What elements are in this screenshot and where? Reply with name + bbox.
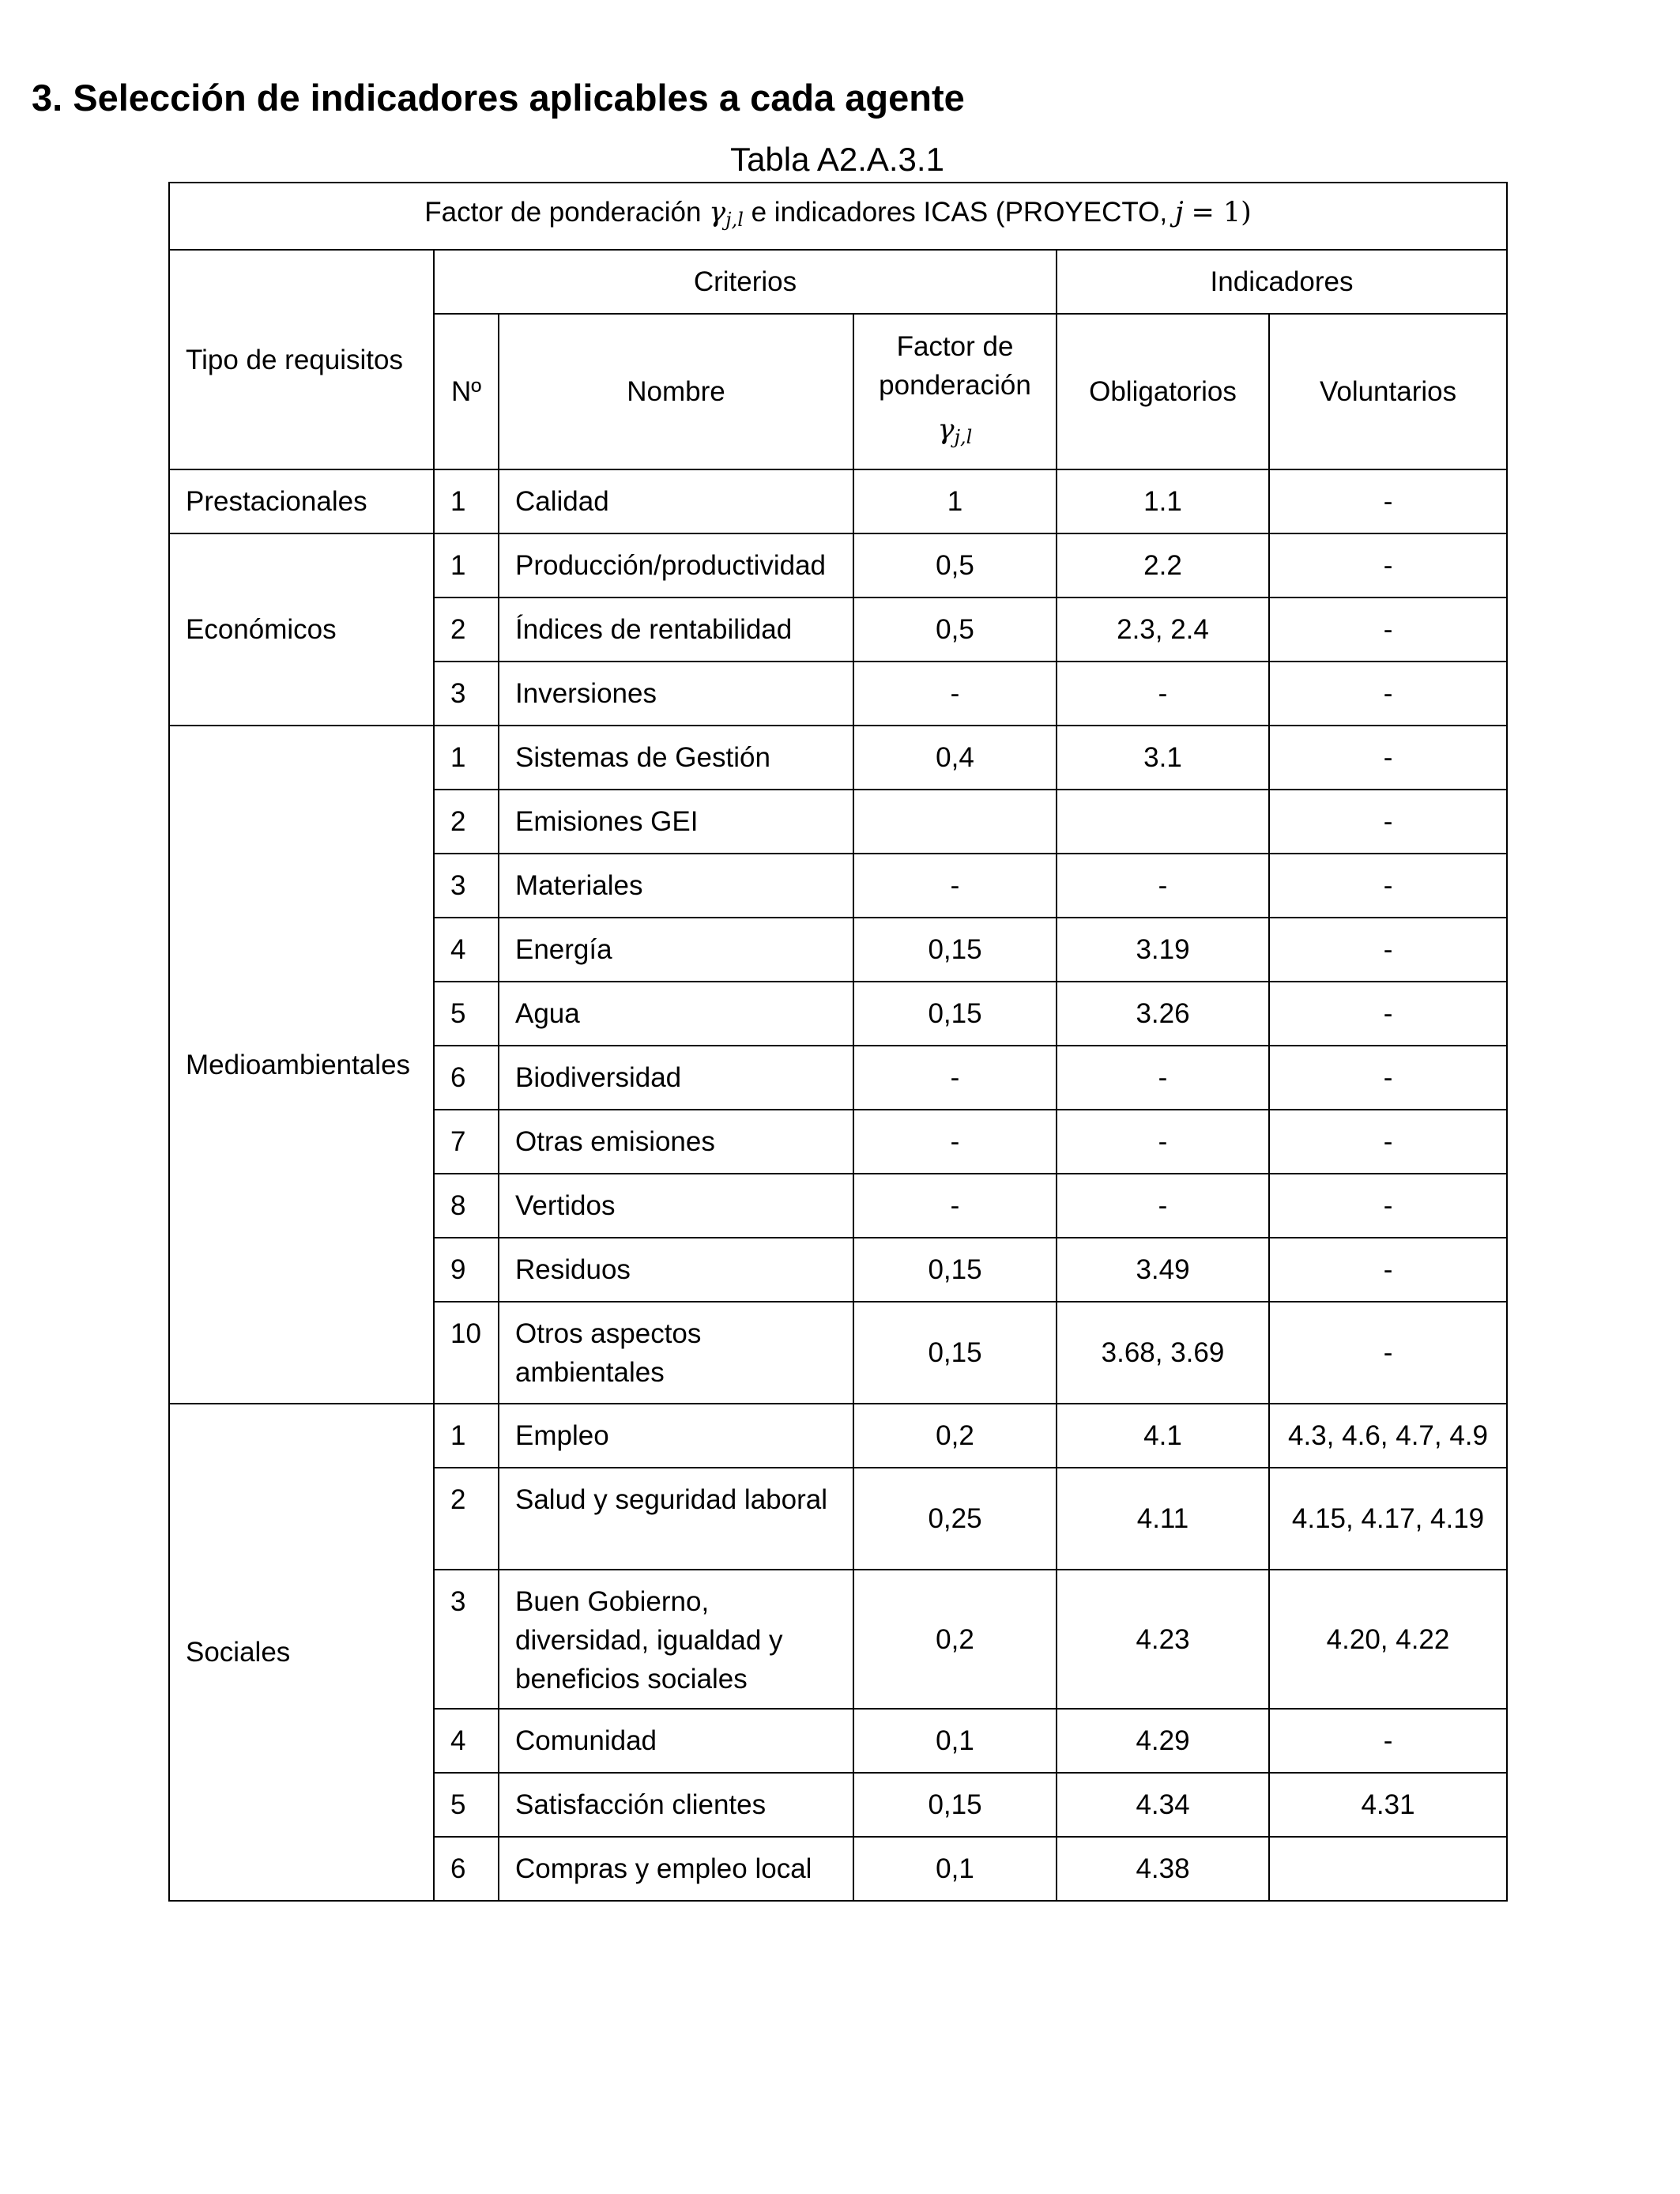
- no-cell: 3: [434, 1570, 499, 1709]
- voluntarios-cell: -: [1269, 1709, 1507, 1773]
- no-cell: 5: [434, 1773, 499, 1837]
- factor-cell: 0,15: [853, 918, 1057, 982]
- table-title: [169, 183, 1507, 250]
- factor-cell: 0,25: [853, 1468, 1057, 1570]
- obligatorios-cell: 4.38: [1057, 1837, 1269, 1901]
- nombre-cell: Otras emisiones: [499, 1110, 853, 1174]
- nombre-cell: Empleo: [499, 1404, 853, 1468]
- factor-cell: 0,5: [853, 598, 1057, 662]
- obligatorios-cell: 4.23: [1057, 1570, 1269, 1709]
- no-cell: 5: [434, 982, 499, 1046]
- header-criterios: Criterios: [434, 250, 1057, 314]
- tipo-cell: Prestacionales: [169, 469, 434, 533]
- obligatorios-cell: -: [1057, 1046, 1269, 1110]
- obligatorios-cell: 4.34: [1057, 1773, 1269, 1837]
- obligatorios-cell: 3.68, 3.69: [1057, 1302, 1269, 1404]
- no-cell: 10: [434, 1302, 499, 1404]
- factor-cell: 0,1: [853, 1709, 1057, 1773]
- no-cell: 6: [434, 1837, 499, 1901]
- nombre-cell: Materiales: [499, 854, 853, 918]
- no-cell: 3: [434, 662, 499, 726]
- no-cell: 1: [434, 1404, 499, 1468]
- voluntarios-cell: -: [1269, 533, 1507, 598]
- voluntarios-cell: -: [1269, 790, 1507, 854]
- nombre-cell: Vertidos: [499, 1174, 853, 1238]
- voluntarios-cell: -: [1269, 982, 1507, 1046]
- title-math-eq: = 1): [1191, 197, 1252, 228]
- tipo-cell: Medioambientales: [169, 726, 434, 1404]
- header-factor-symbol: $\gamma_{j,l}$: [937, 413, 973, 448]
- table-row: [169, 533, 1507, 598]
- header-voluntarios: Voluntarios: [1269, 314, 1507, 469]
- factor-cell: 0,15: [853, 982, 1057, 1046]
- nombre-cell: Buen Gobierno, diversidad, igualdad y beneficios sociales: [499, 1570, 853, 1709]
- nombre-cell: Inversiones: [499, 662, 853, 726]
- no-cell: 2: [434, 598, 499, 662]
- factor-cell: -: [853, 662, 1057, 726]
- obligatorios-cell: [1057, 790, 1269, 854]
- obligatorios-cell: 3.19: [1057, 918, 1269, 982]
- nombre-cell: Compras y empleo local: [499, 1837, 853, 1901]
- nombre-cell: Sistemas de Gestión: [499, 726, 853, 790]
- factor-cell: 0,1: [853, 1837, 1057, 1901]
- no-cell: 4: [434, 918, 499, 982]
- obligatorios-cell: 4.1: [1057, 1404, 1269, 1468]
- voluntarios-cell: 4.20, 4.22: [1269, 1570, 1507, 1709]
- voluntarios-cell: 4.3, 4.6, 4.7, 4.9: [1269, 1404, 1507, 1468]
- tipo-cell: Sociales: [169, 1404, 434, 1901]
- table-row: [169, 726, 1507, 790]
- header-indicadores: Indicadores: [1057, 250, 1507, 314]
- header-no: Nº: [434, 314, 499, 469]
- factor-cell: -: [853, 1110, 1057, 1174]
- voluntarios-cell: -: [1269, 1238, 1507, 1302]
- obligatorios-cell: -: [1057, 854, 1269, 918]
- voluntarios-cell: -: [1269, 662, 1507, 726]
- factor-cell: -: [853, 1174, 1057, 1238]
- voluntarios-cell: -: [1269, 598, 1507, 662]
- nombre-cell: Calidad: [499, 469, 853, 533]
- header-factor-line2: ponderación: [879, 369, 1031, 401]
- nombre-cell: Comunidad: [499, 1709, 853, 1773]
- obligatorios-cell: 1.1: [1057, 469, 1269, 533]
- no-cell: 9: [434, 1238, 499, 1302]
- factor-cell: 1: [853, 469, 1057, 533]
- title-math-var: j: [1174, 197, 1184, 228]
- nombre-cell: Satisfacción clientes: [499, 1773, 853, 1837]
- obligatorios-cell: 3.26: [1057, 982, 1269, 1046]
- voluntarios-cell: 4.15, 4.17, 4.19: [1269, 1468, 1507, 1570]
- nombre-cell: Producción/productividad: [499, 533, 853, 598]
- obligatorios-cell: -: [1057, 662, 1269, 726]
- header-obligatorios: Obligatorios: [1057, 314, 1269, 469]
- obligatorios-cell: 4.11: [1057, 1468, 1269, 1570]
- section-heading: 3. Selección de indicadores aplicables a cada agente: [32, 77, 965, 119]
- obligatorios-cell: 2.3, 2.4: [1057, 598, 1269, 662]
- voluntarios-cell: -: [1269, 469, 1507, 533]
- no-cell: 2: [434, 790, 499, 854]
- obligatorios-cell: -: [1057, 1110, 1269, 1174]
- factor-cell: 0,2: [853, 1570, 1057, 1709]
- voluntarios-cell: 4.31: [1269, 1773, 1507, 1837]
- voluntarios-cell: -: [1269, 726, 1507, 790]
- title-middle: e indicadores ICAS (PROYECTO,: [751, 197, 1168, 228]
- nombre-cell: Energía: [499, 918, 853, 982]
- header-nombre: Nombre: [499, 314, 853, 469]
- tipo-cell: Económicos: [169, 533, 434, 726]
- title-prefix: Factor de ponderación: [424, 197, 702, 228]
- obligatorios-cell: 4.29: [1057, 1709, 1269, 1773]
- factor-cell: 0,15: [853, 1238, 1057, 1302]
- no-cell: 3: [434, 854, 499, 918]
- factor-cell: -: [853, 854, 1057, 918]
- factor-cell: 0,5: [853, 533, 1057, 598]
- nombre-cell: Salud y seguridad laboral: [499, 1468, 853, 1570]
- gamma-symbol: $\gamma_{j,l}$: [709, 197, 744, 231]
- voluntarios-cell: -: [1269, 854, 1507, 918]
- nombre-cell: Emisiones GEI: [499, 790, 853, 854]
- factor-cell: 0,2: [853, 1404, 1057, 1468]
- voluntarios-cell: [1269, 1837, 1507, 1901]
- voluntarios-cell: -: [1269, 1110, 1507, 1174]
- obligatorios-cell: 3.1: [1057, 726, 1269, 790]
- header-row-1: [169, 250, 1507, 314]
- table-title-row: [169, 183, 1507, 250]
- nombre-cell: Índices de rentabilidad: [499, 598, 853, 662]
- header-factor-line1: Factor de: [896, 330, 1014, 362]
- obligatorios-cell: 3.49: [1057, 1238, 1269, 1302]
- voluntarios-cell: -: [1269, 1174, 1507, 1238]
- table-caption: Tabla A2.A.3.1: [730, 141, 944, 178]
- header-tipo: Tipo de requisitos: [169, 250, 434, 469]
- no-cell: 4: [434, 1709, 499, 1773]
- nombre-cell: Biodiversidad: [499, 1046, 853, 1110]
- table-row: [169, 469, 1507, 533]
- nombre-cell: Residuos: [499, 1238, 853, 1302]
- no-cell: 6: [434, 1046, 499, 1110]
- nombre-cell: Agua: [499, 982, 853, 1046]
- voluntarios-cell: -: [1269, 1046, 1507, 1110]
- no-cell: 8: [434, 1174, 499, 1238]
- no-cell: 1: [434, 533, 499, 598]
- no-cell: 1: [434, 469, 499, 533]
- factor-cell: 0,4: [853, 726, 1057, 790]
- nombre-cell: Otros aspectos ambientales: [499, 1302, 853, 1404]
- no-cell: 1: [434, 726, 499, 790]
- obligatorios-cell: 2.2: [1057, 533, 1269, 598]
- no-cell: 7: [434, 1110, 499, 1174]
- indicators-table: [168, 182, 1508, 1902]
- table-row: [169, 1404, 1507, 1468]
- factor-cell: 0,15: [853, 1302, 1057, 1404]
- factor-cell: [853, 790, 1057, 854]
- no-cell: 2: [434, 1468, 499, 1570]
- header-factor: [853, 314, 1057, 469]
- voluntarios-cell: -: [1269, 918, 1507, 982]
- factor-cell: -: [853, 1046, 1057, 1110]
- factor-cell: 0,15: [853, 1773, 1057, 1837]
- obligatorios-cell: -: [1057, 1174, 1269, 1238]
- voluntarios-cell: -: [1269, 1302, 1507, 1404]
